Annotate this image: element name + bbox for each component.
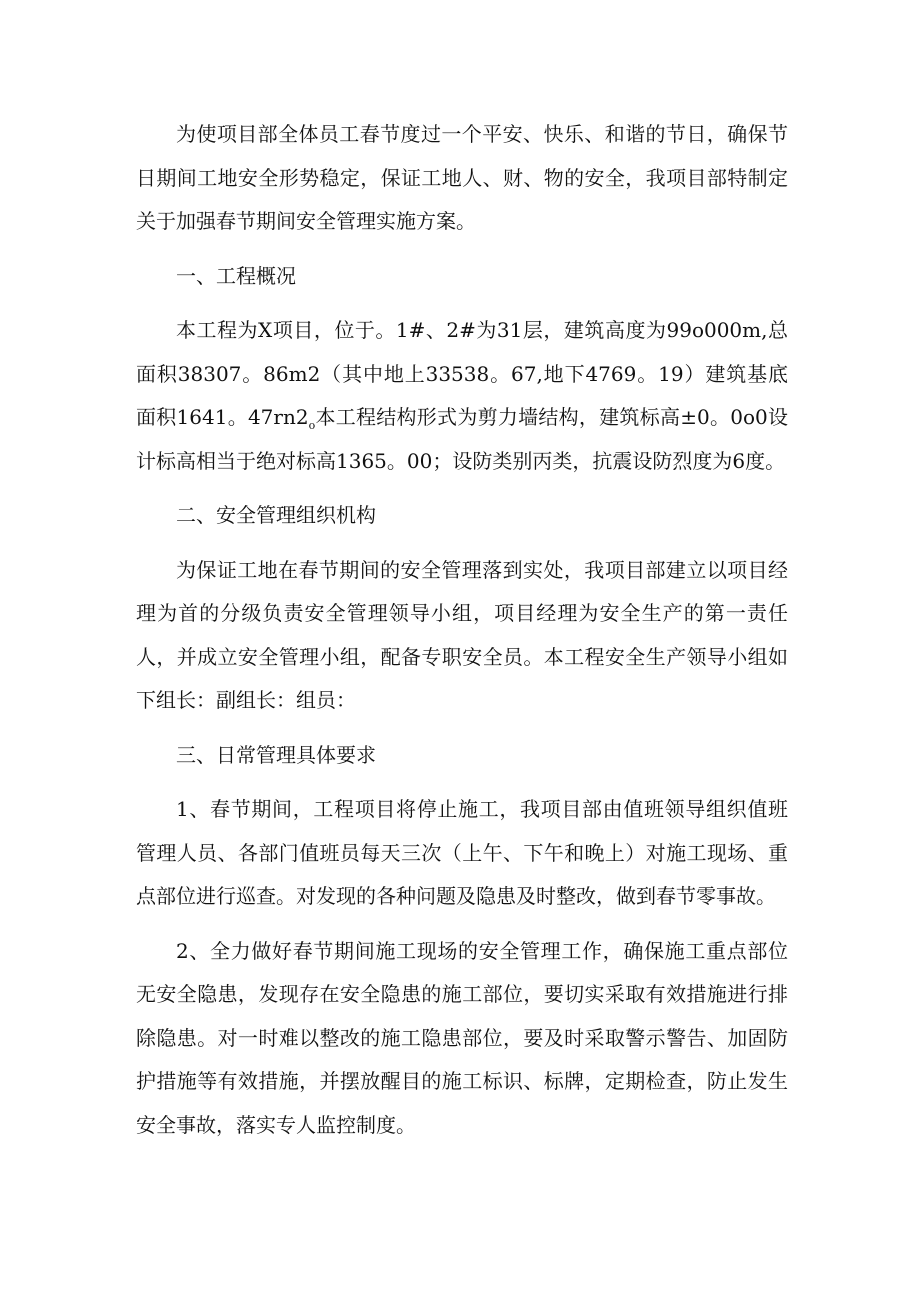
requirement-item-2: 2、全力做好春节期间施工现场的安全管理工作，确保施工重点部位无安全隐患，发现存在安全隐患的施工部位，要切实采取有效措施进行排除隐患。对一时难以整改的施工隐患部位，要及时采取警示警告、加固防护措施等有效措施，并摆放醒目的施工标识、标牌，定期检查，防止发生安全事故，落实专人监控制度。 <box>136 938 788 1137</box>
overview-paragraph <box>136 309 788 483</box>
section-heading-overview: 一、工程概况 <box>176 263 296 288</box>
document-body <box>136 113 788 1158</box>
overview-text-part-b: 本工程结构形式为剪力墙结构，建筑标高±0。0o0设计标高相当于绝对标高1365。00；设防类别丙类，抗震设防烈度为6度。 <box>136 405 788 473</box>
intro-paragraph: 为使项目部全体员工春节度过一个平安、快乐、和谐的节日，确保节日期间工地安全形势稳定，保证工地人、财、物的安全，我项目部特制定关于加强春节期间安全管理实施方案。 <box>136 122 788 233</box>
overview-subscript: o <box>308 419 316 432</box>
requirement-item-1: 1、春节期间，工程项目将停止施工，我项目部由值班领导组织值班管理人员、各部门值班员每天三次（上午、下午和晚上）对施工现场、重点部位进行巡查。对发现的各种问题及隐患及时整改，做到春节零事故。 <box>136 797 788 908</box>
overview-text-part-a: 本工程为X项目，位于。1#、2#为31层，建筑高度为99o000m,总面积38307。86m2（其中地上33538。67,地下4769。19）建筑基底面积1641。47rn2 <box>136 318 788 429</box>
section-heading-requirements: 三、日常管理具体要求 <box>176 742 376 767</box>
section-heading-organization: 二、安全管理组织机构 <box>176 503 376 527</box>
organization-paragraph: 为保证工地在春节期间的安全管理落到实处，我项目部建立以项目经理为首的分级负责安全管理领导小组，项目经理为安全生产的第一责任人，并成立安全管理小组，配备专职安全员。本工程安全生产领导小组如下组长：副组长：组员： <box>136 557 788 712</box>
